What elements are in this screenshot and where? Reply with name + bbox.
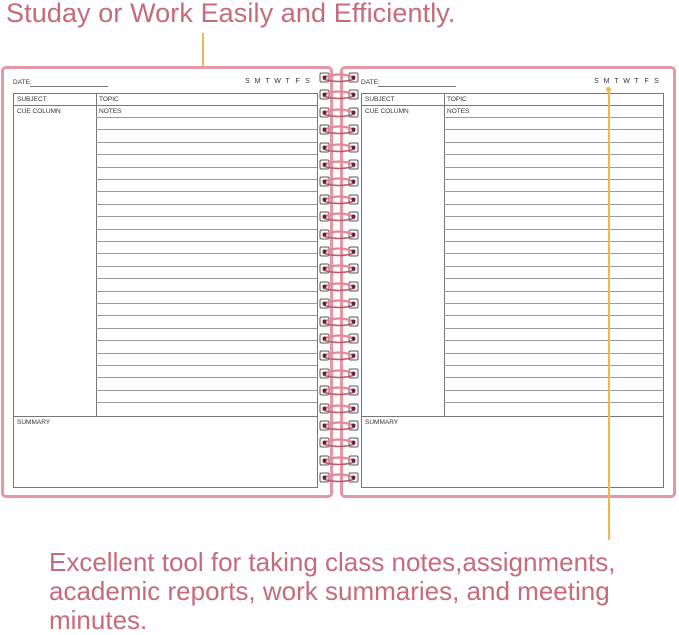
note-rule-line: [444, 328, 663, 329]
spiral-ring: [319, 437, 359, 448]
note-rule-line: [96, 204, 317, 205]
date-line: [30, 86, 108, 87]
spiral-ring: [319, 229, 359, 240]
date-line: [378, 86, 456, 87]
note-rule-line: [444, 340, 663, 341]
cue-column-label: CUE COLUMN: [17, 108, 61, 115]
note-rule-line: [444, 278, 663, 279]
note-rule-line: [444, 402, 663, 403]
day-saturday: S: [654, 78, 659, 85]
summary-label: SUMMARY: [365, 419, 399, 426]
spiral-ring: [319, 281, 359, 292]
header-divider: [362, 105, 663, 106]
day-thursday: T: [634, 78, 639, 85]
note-rule-line: [96, 129, 317, 130]
note-rule-line: [444, 167, 663, 168]
cornell-notes-grid: [13, 93, 318, 488]
note-rule-line: [96, 142, 317, 143]
day-friday: F: [644, 78, 649, 85]
note-rule-line: [444, 117, 663, 118]
spiral-ring: [319, 246, 359, 257]
spiral-ring: [319, 333, 359, 344]
topic-label: TOPIC: [447, 96, 467, 103]
spiral-binding: [319, 72, 359, 492]
note-rule-line: [444, 204, 663, 205]
spiral-ring: [319, 472, 359, 483]
note-rule-line: [96, 179, 317, 180]
spiral-ring: [319, 316, 359, 327]
spiral-ring: [319, 72, 359, 83]
note-rule-line: [444, 365, 663, 366]
subject-label: SUBJECT: [365, 96, 395, 103]
spiral-ring: [319, 368, 359, 379]
note-rule-line: [444, 129, 663, 130]
note-rule-line: [96, 291, 317, 292]
spiral-ring: [319, 403, 359, 414]
note-rule-line: [444, 216, 663, 217]
spiral-ring: [319, 176, 359, 187]
note-rule-line: [444, 266, 663, 267]
summary-divider: [14, 416, 317, 417]
day-tuesday: T: [614, 78, 619, 85]
day-saturday: S: [305, 78, 310, 85]
note-rule-line: [444, 315, 663, 316]
spiral-ring: [319, 194, 359, 205]
spiral-ring: [319, 142, 359, 153]
cue-column-label: CUE COLUMN: [365, 108, 409, 115]
note-rule-line: [96, 303, 317, 304]
note-rule-line: [96, 328, 317, 329]
spiral-ring: [319, 107, 359, 118]
note-rule-line: [96, 191, 317, 192]
notes-label: NOTES: [447, 108, 470, 115]
subject-label: SUBJECT: [17, 96, 47, 103]
spiral-ring: [319, 159, 359, 170]
note-rule-line: [96, 278, 317, 279]
note-rule-line: [444, 377, 663, 378]
spiral-ring: [319, 89, 359, 100]
notebook-left-page: [1, 66, 333, 498]
day-wednesday: W: [623, 78, 630, 85]
note-rule-line: [96, 117, 317, 118]
note-rule-line: [96, 266, 317, 267]
weekday-row: [593, 78, 660, 85]
note-rule-line: [96, 167, 317, 168]
description-text: Excellent tool for taking class notes,assignments, academic reports, work summaries, and meeting minutes.: [49, 547, 616, 635]
note-rule-line: [96, 315, 317, 316]
spiral-ring: [319, 263, 359, 274]
spiral-ring: [319, 211, 359, 222]
summary-label: SUMMARY: [17, 419, 51, 426]
note-rule-line: [96, 154, 317, 155]
note-rule-line: [96, 216, 317, 217]
notebook-right-page: [340, 66, 676, 498]
spiral-ring: [319, 350, 359, 361]
date-label: DATE:: [13, 79, 32, 86]
description-callout-dot: [606, 87, 611, 92]
description-callout-line: [608, 90, 610, 540]
topic-label: TOPIC: [99, 96, 119, 103]
notes-label: NOTES: [99, 108, 122, 115]
weekday-row: [244, 78, 311, 85]
note-rule-line: [444, 241, 663, 242]
spiral-ring: [319, 124, 359, 135]
note-rule-line: [444, 303, 663, 304]
day-monday: M: [603, 78, 610, 85]
note-rule-line: [444, 191, 663, 192]
note-rule-line: [444, 291, 663, 292]
note-rule-line: [96, 241, 317, 242]
day-monday: M: [254, 78, 261, 85]
note-rule-line: [96, 377, 317, 378]
day-sunday: S: [245, 78, 250, 85]
note-rule-line: [96, 402, 317, 403]
note-rule-line: [444, 253, 663, 254]
note-rule-line: [444, 353, 663, 354]
note-rule-line: [444, 142, 663, 143]
spiral-ring: [319, 298, 359, 309]
summary-divider: [362, 416, 663, 417]
note-rule-line: [444, 229, 663, 230]
day-sunday: S: [594, 78, 599, 85]
note-rule-line: [444, 179, 663, 180]
spiral-ring: [319, 420, 359, 431]
note-rule-line: [96, 353, 317, 354]
note-rule-line: [96, 340, 317, 341]
spiral-ring: [319, 455, 359, 466]
note-rule-line: [444, 154, 663, 155]
header-divider: [14, 105, 317, 106]
note-rule-line: [96, 229, 317, 230]
day-friday: F: [295, 78, 300, 85]
note-rule-line: [96, 253, 317, 254]
day-tuesday: T: [265, 78, 270, 85]
headline: Studay or Work Easily and Efficiently.: [6, 0, 456, 28]
note-rule-line: [444, 390, 663, 391]
cornell-notes-grid: [361, 93, 664, 488]
date-label: DATE:: [361, 79, 380, 86]
day-wednesday: W: [274, 78, 281, 85]
note-rule-line: [96, 365, 317, 366]
note-rule-line: [96, 390, 317, 391]
spiral-ring: [319, 385, 359, 396]
day-thursday: T: [285, 78, 290, 85]
